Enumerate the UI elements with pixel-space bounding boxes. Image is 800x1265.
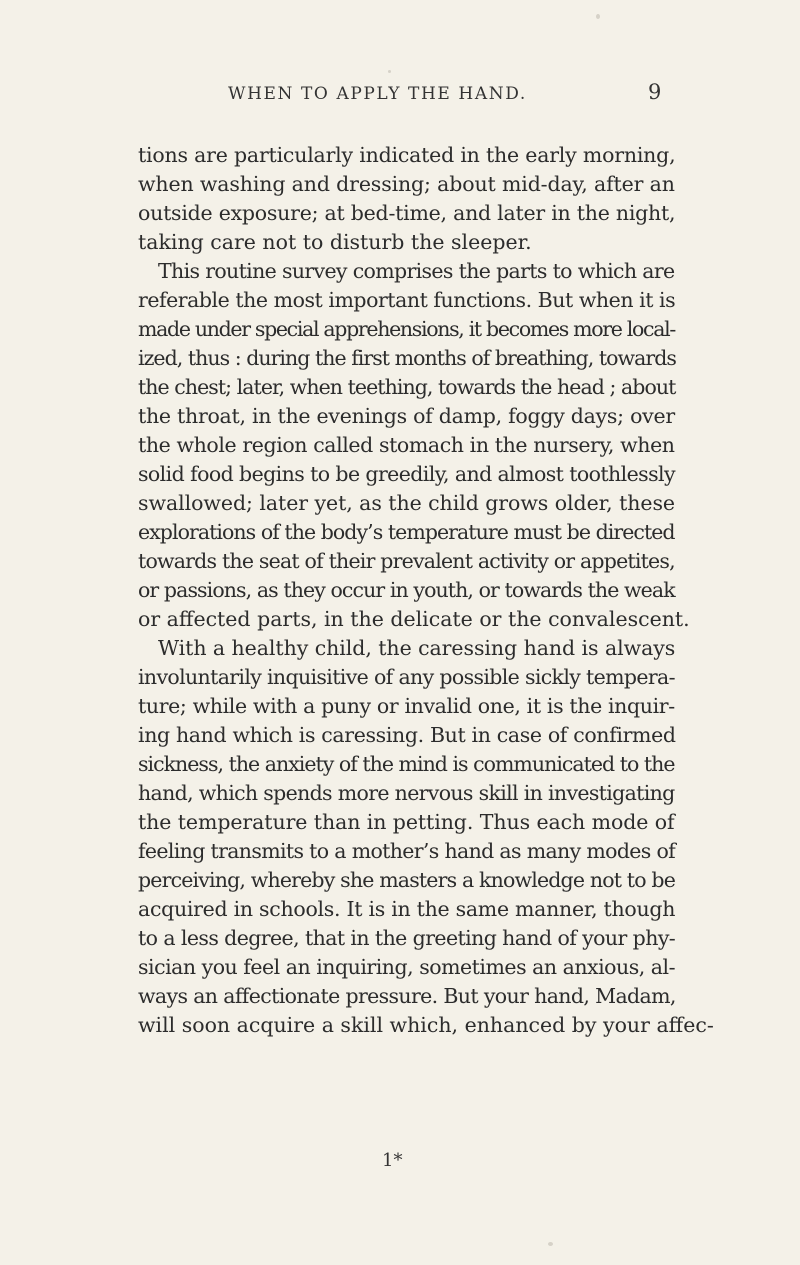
text-line: referable the most important functions. But when it is — [138, 288, 676, 312]
signature-mark: 1* — [382, 1150, 403, 1171]
text-line: or affected parts, in the delicate or the convalescent. — [138, 607, 690, 631]
running-head — [0, 80, 800, 114]
text-line: the chest; later, when teething, towards the head ; about — [138, 375, 676, 399]
text-line: explorations of the body’s temperature must be directed — [138, 520, 675, 544]
page-number: 9 — [648, 80, 662, 104]
text-line: feeling transmits to a mother’s hand as many modes of — [138, 839, 676, 863]
text-line: the throat, in the evenings of damp, foggy days; over — [138, 404, 675, 428]
text-line: will soon acquire a skill which, enhanced by your affec- — [138, 1013, 714, 1037]
text-line: sickness, the anxiety of the mind is communicated to the — [138, 752, 675, 776]
text-line: swallowed; later yet, as the child grows older, these — [138, 491, 676, 515]
text-line: sician you feel an inquiring, sometimes an anxious, al- — [138, 955, 676, 979]
ink-speck — [388, 70, 391, 73]
text-line: to a less degree, that in the greeting hand of your phy- — [138, 926, 676, 950]
text-line: ing hand which is caressing. But in case of confirmed — [138, 723, 676, 747]
text-line: This routine survey comprises the parts to which are — [158, 259, 675, 283]
text-line: outside exposure; at bed-time, and later in the night, — [138, 201, 676, 225]
text-line: taking care not to disturb the sleeper. — [138, 230, 532, 254]
text-line: perceiving, whereby she masters a knowledge not to be — [138, 868, 675, 892]
text-line: acquired in schools. It is in the same manner, though — [138, 897, 676, 921]
text-line: ways an affectionate pressure. But your hand, Madam, — [138, 984, 676, 1008]
text-line: ized, thus : during the first months of breathing, towards — [138, 346, 676, 370]
text-line: the whole region called stomach in the nursery, when — [138, 433, 675, 457]
text-line: made under special apprehensions, it becomes more local- — [138, 317, 675, 341]
text-line: or passions, as they occur in youth, or towards the weak — [138, 578, 675, 602]
text-line: the temperature than in petting. Thus each mode of — [138, 810, 675, 834]
text-line: solid food begins to be greedily, and almost toothlessly — [138, 462, 676, 486]
running-title: WHEN TO APPLY THE HAND. — [228, 84, 527, 104]
ink-speck — [596, 14, 600, 19]
text-line: towards the seat of their prevalent activity or appetites, — [138, 549, 675, 573]
text-line: With a healthy child, the caressing hand is always — [158, 636, 676, 660]
text-line: hand, which spends more nervous skill in investigating — [138, 781, 675, 805]
text-line: when washing and dressing; about mid-day, after an — [138, 172, 675, 196]
ink-speck — [548, 1242, 553, 1246]
text-line: tions are particularly indicated in the early morning, — [138, 143, 676, 167]
text-line: involuntarily inquisitive of any possible sickly tempera- — [138, 665, 675, 689]
text-line: ture; while with a puny or invalid one, it is the inquir- — [138, 694, 675, 718]
